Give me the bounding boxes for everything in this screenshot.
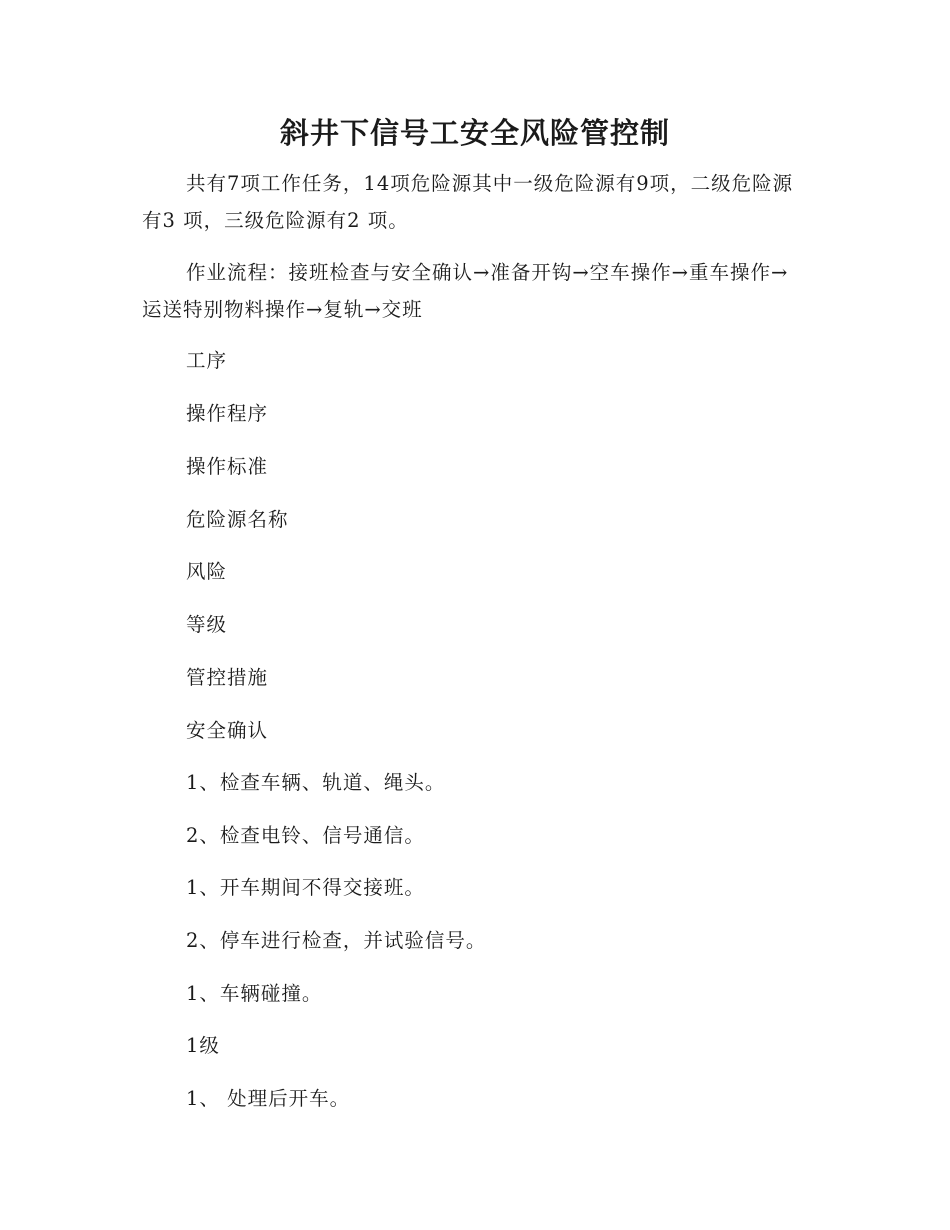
summary-paragraph: 共有7项工作任务，14项危险源其中一级危险源有9项，二级危险源有3 项，三级危险源有2 项。 <box>142 172 794 232</box>
document-title: 斜井下信号工安全风险管控制 <box>279 116 670 150</box>
workflow-paragraph: 作业流程：接班检查与安全确认→准备开钩→空车操作→重车操作→运送特别物料操作→复轨→交班 <box>142 261 789 321</box>
text-line: 等级 <box>186 613 228 636</box>
text-line: 安全确认 <box>186 719 269 742</box>
text-line: 工序 <box>186 349 228 372</box>
text-line: 2、停车进行检查，并试验信号。 <box>186 929 487 952</box>
text-line: 操作程序 <box>186 402 269 425</box>
text-line: 1、车辆碰撞。 <box>186 982 323 1005</box>
text-line: 风险 <box>186 560 228 583</box>
text-line: 1、开车期间不得交接班。 <box>186 876 425 899</box>
text-line: 1、 处理后开车。 <box>186 1087 351 1110</box>
text-line: 2、检查电铃、信号通信。 <box>186 824 425 847</box>
text-line: 1、检查车辆、轨道、绳头。 <box>186 771 446 794</box>
text-line: 1级 <box>186 1034 220 1057</box>
text-line: 管控措施 <box>186 666 269 689</box>
text-line: 操作标准 <box>186 455 269 478</box>
text-line: 危险源名称 <box>186 508 289 531</box>
